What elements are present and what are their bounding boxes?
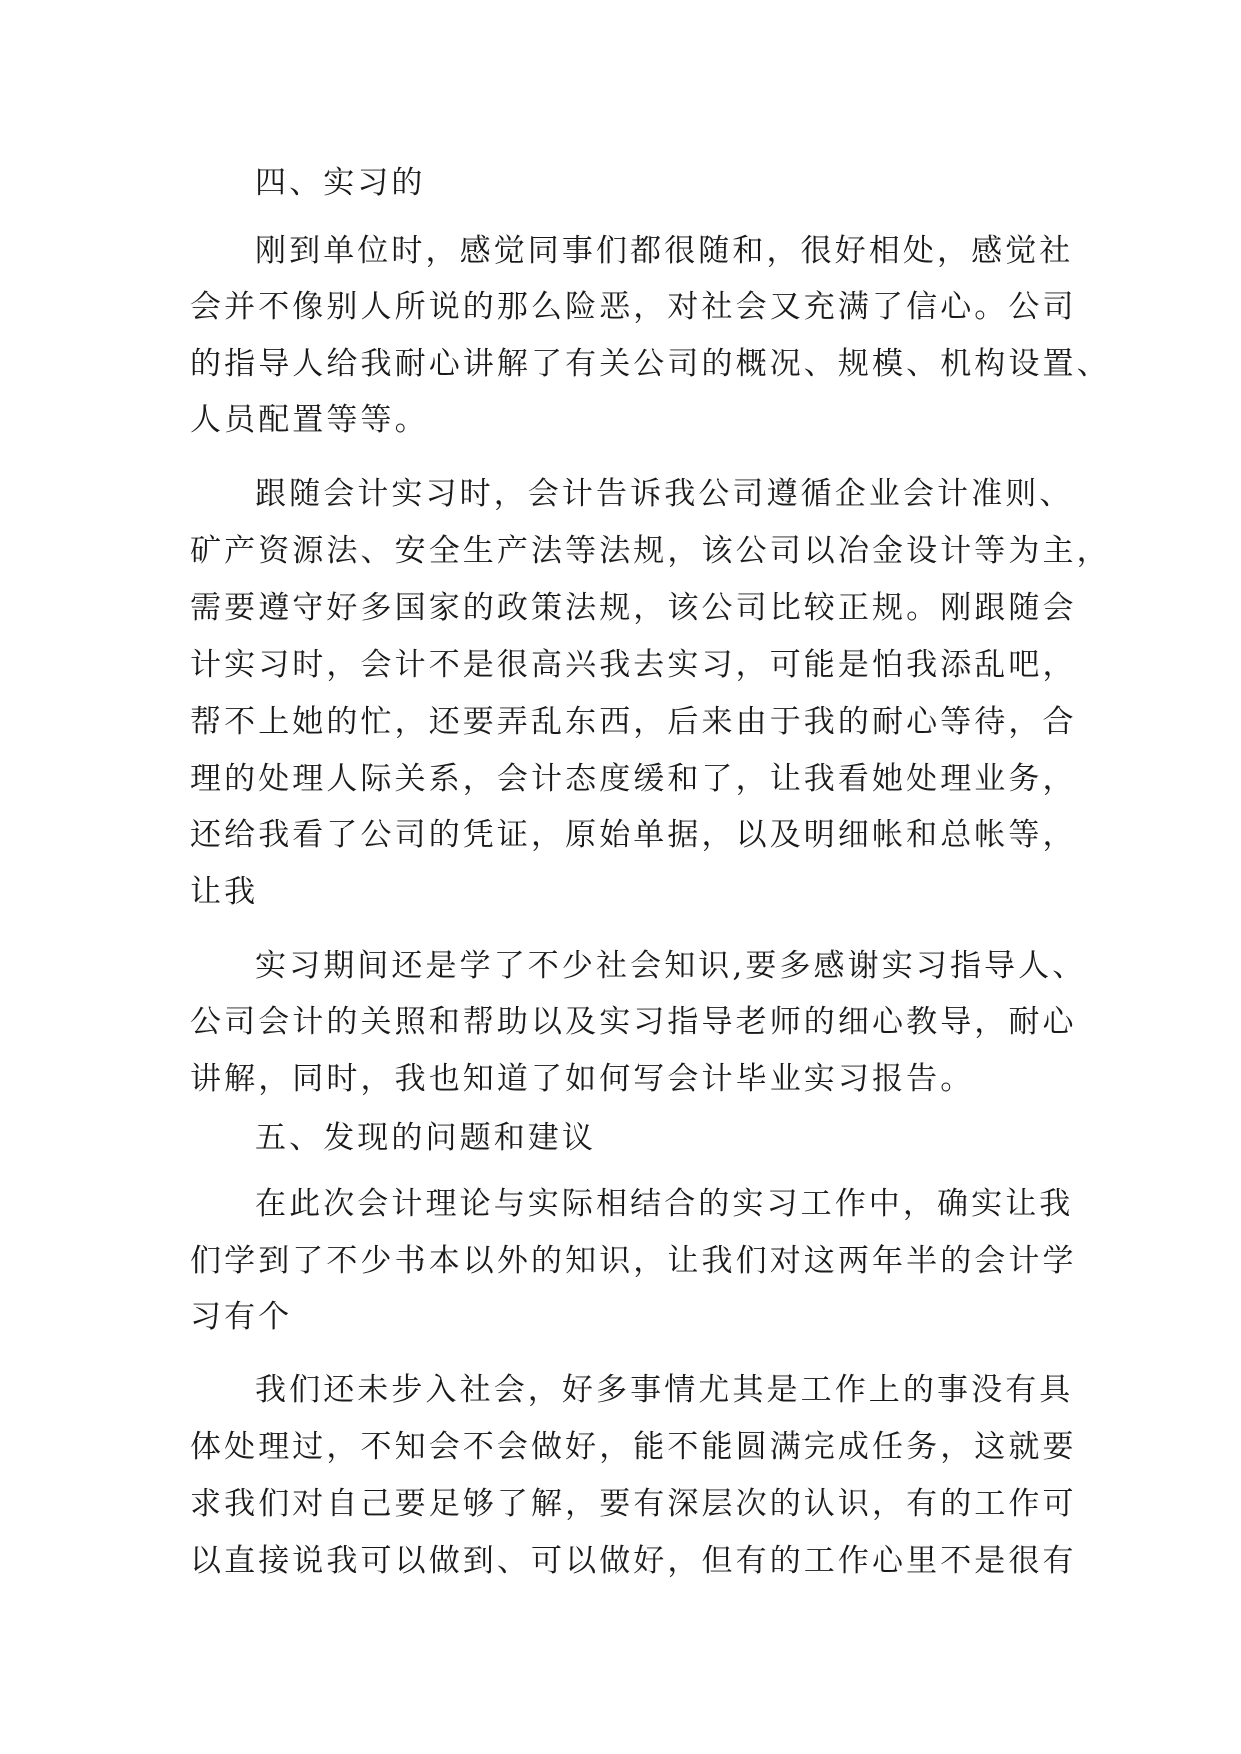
paragraph-line: 的指导人给我耐心讲解了有关公司的概况、规模、机构设置、 — [190, 346, 1111, 382]
paragraph-line: 理的处理人际关系，会计态度缓和了，让我看她处理业务， — [190, 761, 1077, 797]
paragraph-line: 矿产资源法、安全生产法等法规，该公司以冶金设计等为主， — [190, 533, 1111, 569]
paragraph-line: 跟随会计实习时，会计告诉我公司遵循企业会计准则、 — [255, 476, 1074, 512]
paragraph-line: 在此次会计理论与实际相结合的实习工作中，确实让我 — [255, 1186, 1074, 1222]
paragraph-line: 刚到单位时，感觉同事们都很随和，很好相处，感觉社 — [255, 233, 1074, 269]
paragraph-line: 习有个 — [190, 1299, 293, 1335]
paragraph-line: 我们还未步入社会，好多事情尤其是工作上的事没有具 — [255, 1372, 1074, 1408]
paragraph-line: 还给我看了公司的凭证，原始单据，以及明细帐和总帐等， — [190, 817, 1077, 853]
paragraph-line: 讲解，同时，我也知道了如何写会计毕业实习报告。 — [190, 1061, 975, 1097]
paragraph-line: 会并不像别人所说的那么险恶，对社会又充满了信心。公司 — [190, 289, 1077, 325]
paragraph-line: 公司会计的关照和帮助以及实习指导老师的细心教导，耐心 — [190, 1004, 1077, 1040]
paragraph-line: 以直接说我可以做到、可以做好，但有的工作心里不是很有 — [190, 1543, 1077, 1579]
paragraph-line: 求我们对自己要足够了解，要有深层次的认识，有的工作可 — [190, 1486, 1077, 1522]
paragraph-line: 体处理过，不知会不会做好，能不能圆满完成任务，这就要 — [190, 1429, 1077, 1465]
heading-section-4: 四、实习的 — [255, 165, 426, 201]
paragraph-line: 们学到了不少书本以外的知识，让我们对这两年半的会计学 — [190, 1243, 1077, 1279]
paragraph-line: 实习期间还是学了不少社会知识,要多感谢实习指导人、 — [255, 948, 1087, 984]
paragraph-line: 人员配置等等。 — [190, 402, 429, 438]
paragraph-line: 需要遵守好多国家的政策法规，该公司比较正规。刚跟随会 — [190, 590, 1077, 626]
paragraph-line: 让我 — [190, 874, 259, 910]
paragraph-line: 计实习时，会计不是很高兴我去实习，可能是怕我添乱吧， — [190, 647, 1077, 683]
heading-section-5: 五、发现的问题和建议 — [255, 1120, 596, 1156]
paragraph-line: 帮不上她的忙，还要弄乱东西，后来由于我的耐心等待，合 — [190, 704, 1077, 740]
